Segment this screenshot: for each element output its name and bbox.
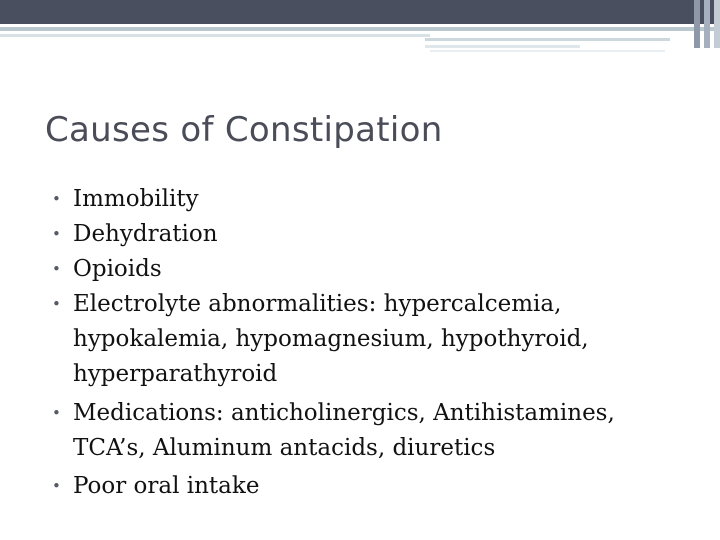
slide-title: Causes of Constipation (45, 110, 443, 150)
list-item-text: hypokalemia, hypomagnesium, hypothyroid, (73, 326, 589, 352)
header-accent-bar (704, 0, 710, 48)
header-accent-bar (714, 0, 720, 48)
list-item-text: Medications: anticholinergics, Antihistamines, (73, 400, 615, 426)
bullet-icon: • (52, 260, 61, 278)
bullet-list (52, 182, 702, 504)
bullet-icon: • (52, 295, 61, 313)
list-item-text: Electrolyte abnormalities: hypercalcemia, (73, 291, 562, 317)
list-item (52, 396, 702, 466)
list-item-text: Dehydration (73, 221, 218, 247)
list-item-text: Immobility (73, 186, 199, 212)
list-item-text: Poor oral intake (73, 473, 260, 499)
header-accent-bar (694, 0, 700, 48)
bullet-icon: • (52, 190, 61, 208)
header-stripe (0, 27, 720, 31)
list-item-text: TCA’s, Aluminum antacids, diuretics (73, 435, 496, 461)
header-banner (0, 0, 720, 24)
list-item-text: hyperparathyroid (73, 361, 278, 387)
header-stripe (425, 38, 670, 41)
list-item (52, 217, 702, 252)
bullet-icon: • (52, 477, 61, 495)
list-item (52, 469, 702, 504)
header-stripe (0, 34, 430, 37)
bullet-icon: • (52, 404, 61, 422)
list-item (52, 182, 702, 217)
list-item (52, 252, 702, 287)
header-stripe (430, 50, 665, 52)
list-item-text: Opioids (73, 256, 162, 282)
list-item (52, 287, 702, 392)
bullet-icon: • (52, 225, 61, 243)
header-stripe (425, 45, 580, 48)
